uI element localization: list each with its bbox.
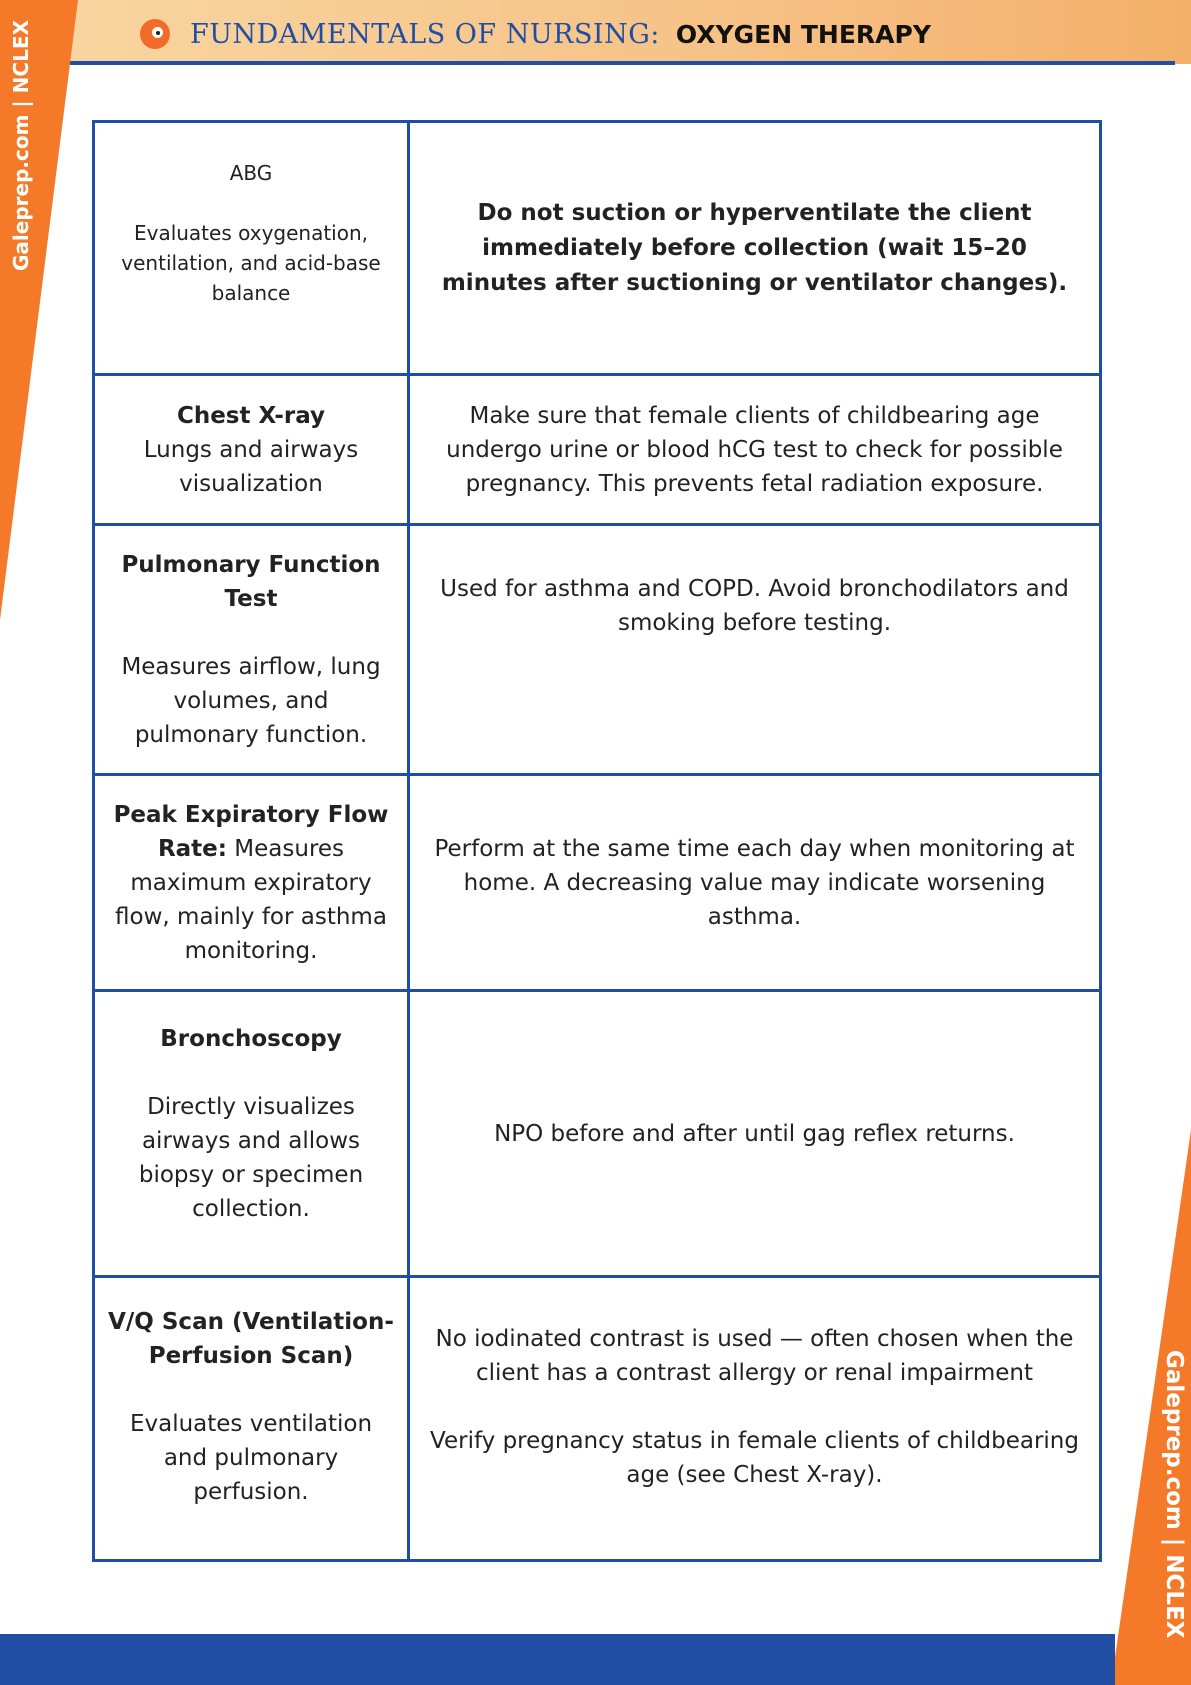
test-note: Do not suction or hyperventilate the client immediately before collection (wait 15–20 minutes after suctioning or ventilator changes).	[441, 199, 1068, 296]
test-description: Measures maximum expiratory flow, mainly for asthma monitoring.	[115, 835, 387, 964]
test-name: ABG	[229, 161, 273, 185]
test-name: Chest X-ray	[176, 402, 326, 429]
table-row	[94, 775, 1101, 991]
test-note: Perform at the same time each day when monitoring at home. A decreasing value may indicate worsening asthma.	[434, 835, 1075, 930]
test-cell	[94, 1277, 409, 1561]
note-cell	[409, 775, 1101, 991]
test-note: Verify pregnancy status in female clients of childbearing age (see Chest X-ray).	[430, 1427, 1079, 1488]
note-cell	[409, 122, 1101, 375]
test-note: NPO before and after until gag reflex returns.	[494, 1120, 1015, 1147]
table-row	[94, 991, 1101, 1277]
table-row	[94, 375, 1101, 525]
diagnostic-tests-table	[92, 120, 1102, 1562]
table-row	[94, 1277, 1101, 1561]
test-name: Bronchoscopy	[160, 1025, 342, 1052]
test-note: Used for asthma and COPD. Avoid bronchodilators and smoking before testing.	[440, 576, 1069, 636]
test-cell	[94, 775, 409, 991]
test-cell	[94, 122, 409, 375]
table-row	[94, 525, 1101, 775]
note-cell	[409, 991, 1101, 1277]
test-description: Measures airflow, lung volumes, and pulmonary function.	[121, 653, 381, 748]
test-cell	[94, 991, 409, 1277]
page-title: FUNDAMENTALS OF NURSING:	[190, 18, 660, 50]
right-brand-text: Galeprep.com | NCLEX	[1161, 1350, 1187, 1639]
note-cell	[409, 375, 1101, 525]
note-cell	[409, 525, 1101, 775]
test-description: Lungs and airways visualization	[143, 436, 359, 497]
test-cell	[94, 525, 409, 775]
header-divider	[70, 61, 1175, 65]
bird-logo-icon	[140, 19, 170, 49]
test-description: Evaluates ventilation and pulmonary perfusion.	[129, 1410, 373, 1505]
test-cell	[94, 375, 409, 525]
footer-band	[0, 1634, 1115, 1685]
test-note: Make sure that female clients of childbearing age undergo urine or blood hCG test to check for possible pregnancy. This prevents fetal radiation exposure.	[446, 402, 1063, 497]
header	[140, 14, 931, 54]
page-subtitle: OXYGEN THERAPY	[675, 19, 931, 49]
test-name: Peak Expiratory Flow Rate:	[113, 801, 389, 862]
test-description: Directly visualizes airways and allows biopsy or specimen collection.	[138, 1093, 364, 1222]
test-name: Pulmonary Function Test	[121, 551, 381, 612]
test-description: Evaluates oxygenation, ventilation, and acid-base balance	[121, 221, 381, 305]
table-row	[94, 122, 1101, 375]
test-note: No iodinated contrast is used — often chosen when the client has a contrast allergy or renal impairment	[435, 1325, 1074, 1386]
test-name: V/Q Scan (Ventilation-Perfusion Scan)	[108, 1308, 394, 1369]
left-brand-text: Galeprep.com | NCLEX	[9, 20, 33, 271]
note-cell	[409, 1277, 1101, 1561]
